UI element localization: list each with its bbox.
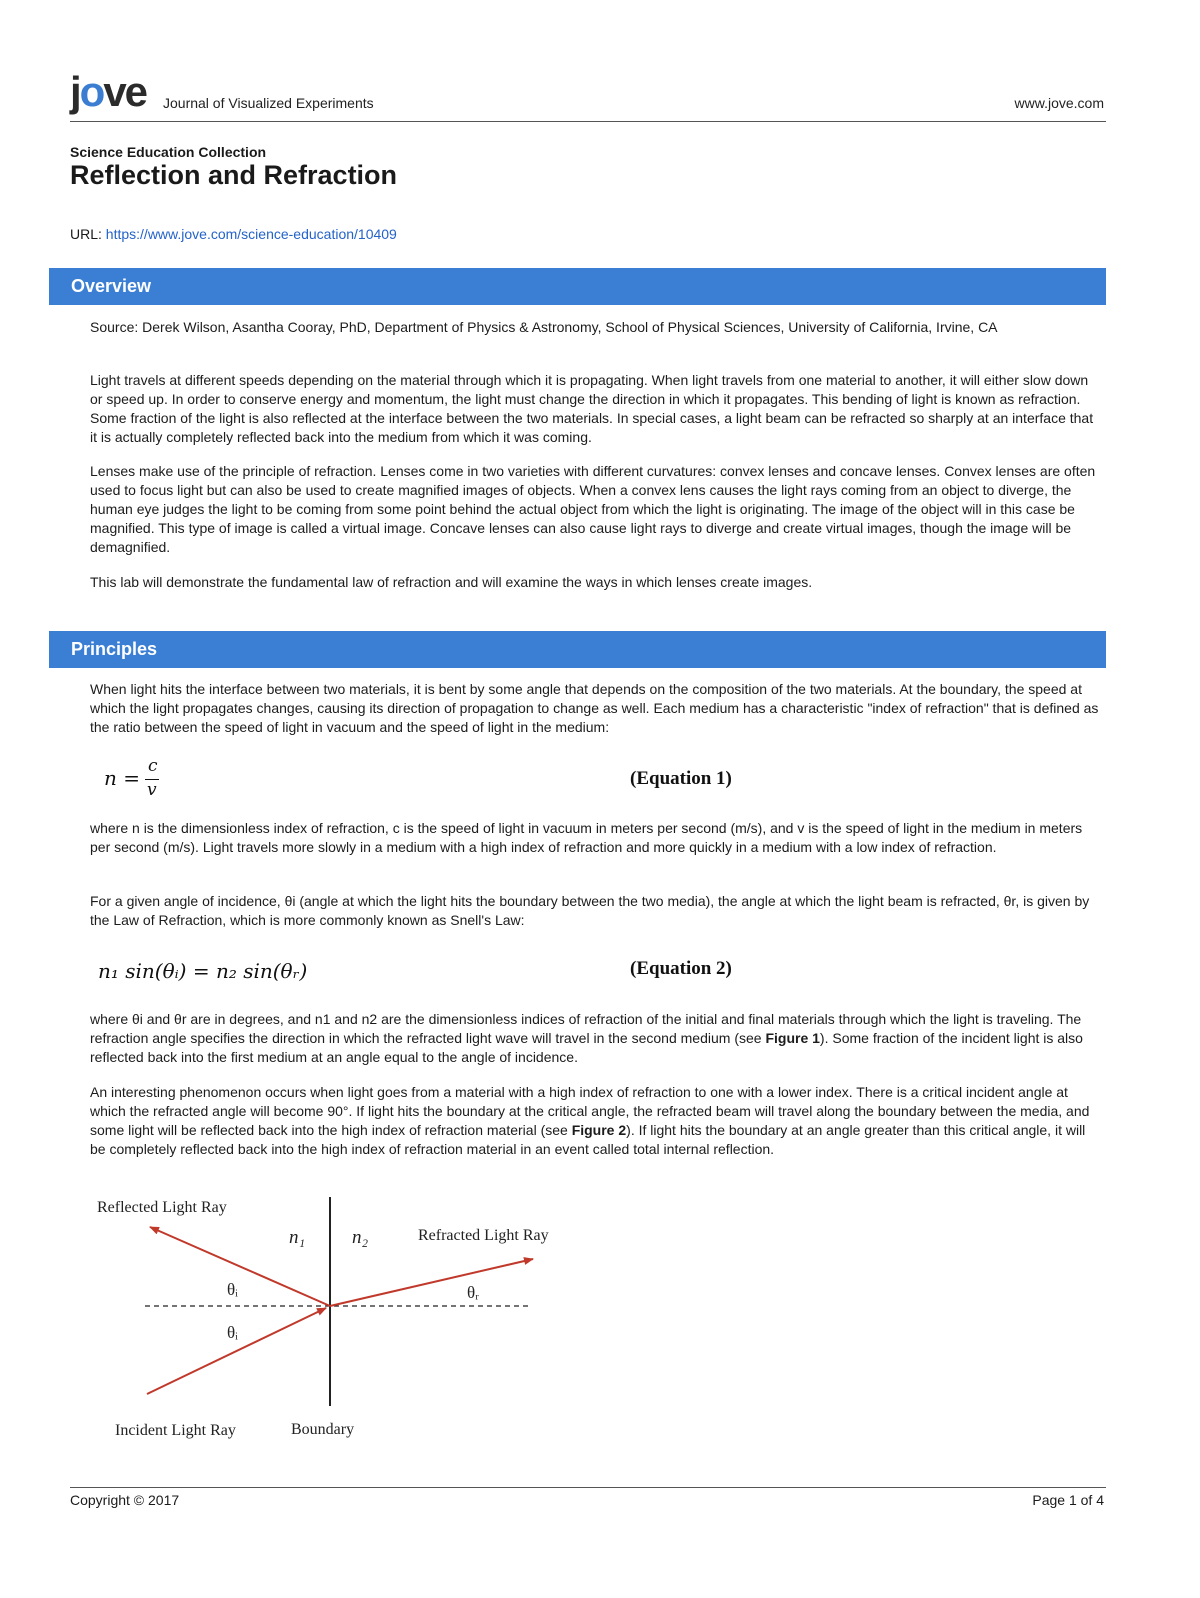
journal-name: Journal of Visualized Experiments	[163, 95, 374, 111]
principles-heading: Principles	[49, 631, 1106, 668]
copyright: Copyright © 2017	[70, 1492, 180, 1508]
incident-ray	[147, 1308, 326, 1394]
principles-paragraph-5: An interesting phenomenon occurs when light goes from a material with a high index of refraction to one with a lower index. There is a critical incident angle at which the refracted angle will become 90°. If light hits the boundary at the critical angle, the refracted beam will travel along the boundary between the media, and some light will be reflected back into the high index of refraction material (see Figure 2). If light hits the boundary at an angle greater than this critical angle, it will be completely reflected back into the high index of refraction material in an event called total internal reflection.	[90, 1084, 1090, 1157]
equation-1-lhs: n =	[104, 766, 140, 790]
page-title: Reflection and Refraction	[70, 160, 398, 190]
website-link[interactable]: www.jove.com	[1014, 95, 1104, 111]
overview-paragraph-1: Light travels at different speeds depending on the material through which it is propagating. When light travels from one material to another, it will either slow down or speed up. In order to conserve energy and momentum, the light must change the direction in which it propagates. This bending of light is known as refraction. Some fraction of the light is also reflected at the interface between the two materials. In special cases, a light beam can be refracted so sharply at an interface that it is actually completely reflected back into the medium from which it was coming.	[90, 372, 1094, 445]
footer-divider	[70, 1487, 1106, 1488]
theta-r-label: θᵣ	[467, 1283, 480, 1302]
overview-heading: Overview	[49, 268, 1106, 305]
source-paragraph: Source: Derek Wilson, Asantha Cooray, PhD, Department of Physics & Astronomy, School of Physical Sciences, University of California, Irvine, CA	[90, 319, 998, 335]
boundary-label: Boundary	[291, 1421, 355, 1438]
equation-2-label: (Equation 2)	[630, 958, 732, 979]
article-url-link[interactable]: https://www.jove.com/science-education/10409	[105, 226, 397, 242]
equation-2: n₁ sin(θᵢ) = n₂ sin(θᵣ)	[98, 959, 308, 983]
equation-1-denominator: v	[147, 780, 157, 800]
overview-paragraph-2: Lenses make use of the principle of refraction. Lenses come in two varieties with different curvatures: convex lenses and concave lenses. Convex lenses are often used to focus light but can also be used to create magnified images of objects. When a convex lens causes the light rays coming from an object to diverge, the human eye judges the light to be coming from some point behind the actual object from which the light is originating. The image of the object will in this case be magnified. This type of image is called a virtual image. Concave lenses can also cause light rays to diverge and create virtual images, though the image will be demagnified.	[90, 463, 1096, 555]
jove-logo: jove	[70, 68, 147, 115]
theta-i-reflected-label: θᵢ	[227, 1280, 238, 1299]
n2-label: n₂	[352, 1227, 369, 1248]
refracted-ray-label: Refracted Light Ray	[418, 1227, 549, 1244]
principles-paragraph-1: When light hits the interface between two materials, it is bent by some angle that depends on the composition of the two materials. At the boundary, the speed at which the light propagates changes, causing its direction of propagation to change as well. Each medium has a characteristic "index of refraction" that is defined as the ratio between the speed of light in vacuum and the speed of light in the medium:	[90, 681, 1099, 735]
collection-label: Science Education Collection	[70, 144, 267, 160]
refracted-ray	[330, 1259, 533, 1306]
principles-paragraph-4: where θi and θr are in degrees, and n1 and n2 are the dimensionless indices of refraction of the initial and final materials through which the light is traveling. The refraction angle specifies the direction in which the refracted light wave will travel in the second medium (see Figure 1). Some fraction of the incident light is also reflected back into the first medium at an angle equal to the angle of incidence.	[90, 1011, 1083, 1065]
principles-paragraph-3: For a given angle of incidence, θi (angle at which the light hits the boundary between the two media), the angle at which the light beam is refracted, θr, is given by the Law of Refraction, which is more commonly known as Snell's Law:	[90, 893, 1090, 928]
overview-paragraph-3: This lab will demonstrate the fundamental law of refraction and will examine the ways in which lenses create images.	[90, 574, 813, 590]
url-label: URL:	[70, 226, 102, 242]
equation-1-label: (Equation 1)	[630, 768, 732, 789]
n1-label: n₁	[289, 1227, 306, 1248]
incident-ray-label: Incident Light Ray	[115, 1422, 236, 1439]
theta-i-incident-label: θᵢ	[227, 1323, 238, 1342]
figure-1-ref: Figure 1	[765, 1030, 820, 1046]
equation-1-numerator: c	[148, 756, 158, 776]
page-number: Page 1 of 4	[1032, 1492, 1104, 1508]
principles-paragraph-2: where n is the dimensionless index of refraction, c is the speed of light in vacuum in meters per second (m/s), and v is the speed of light in the medium in meters per second (m/s). Light travels more slowly in a medium with a high index of refraction and more quickly in a medium with a low index of refraction.	[90, 820, 1083, 855]
figure-2-ref: Figure 2	[571, 1122, 627, 1138]
reflected-ray-label: Reflected Light Ray	[97, 1199, 227, 1216]
